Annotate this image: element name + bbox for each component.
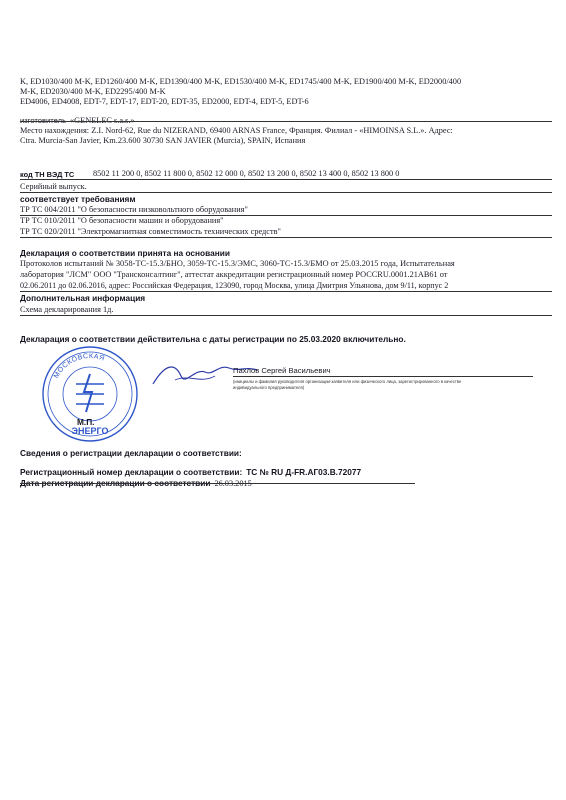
manufacturer-address-line-1: Место нахождения: Z.I. Nord-62, Rue du NIZERAND, 69400 ARNAS France, Франция. Филиал - «HIMOINSA S.L.». Адрес:	[20, 126, 453, 135]
divider	[20, 483, 415, 484]
tnved-codes: 8502 11 200 0, 8502 11 800 0, 8502 12 000 0, 8502 13 200 0, 8502 13 400 0, 8502 13 800 0	[93, 169, 400, 178]
registration-date-label: Дата регистрации декларации о соответствии	[20, 478, 211, 488]
signer-name: Пахлов Сергей Васильевич	[233, 366, 331, 375]
requirement-item: ТР ТС 010/2011 "О безопасности машин и оборудования"	[20, 216, 224, 225]
signature-line	[233, 376, 533, 377]
manufacturer-address-line-2: Ctra. Murcia-San Javier, Km.23.600 30730 SAN JAVIER (Murcia), SPAIN, Испания	[20, 136, 306, 145]
registration-heading: Сведения о регистрации декларации о соответствии:	[20, 448, 242, 458]
basis-line-3: 02.06.2011 до 02.06.2016, адрес: Российская Федерация, 123090, город Москва, улица Дмитрия Ульянова, дом 9/11, корпус 2	[20, 281, 449, 290]
stamp-top-text: МОСКОВСКАЯ	[52, 352, 106, 380]
manufacturer-label: изготовитель	[20, 116, 67, 125]
divider	[20, 315, 552, 316]
basis-heading: Декларация о соответствии принята на основании	[20, 248, 230, 258]
manufacturer-value: «GENELEC s.a.s.»	[70, 116, 135, 125]
mp-label: М.П.	[77, 417, 95, 427]
tnved-label: код ТН ВЭД ТС	[20, 170, 75, 179]
validity-statement: Декларация о соответствии действительна с даты регистрации по 25.03.2020 включительно.	[20, 334, 406, 344]
model-list-line-2: M-K, ED2030/400 M-K, ED2295/400 M-K	[20, 87, 166, 96]
registration-number-label: Регистрационный номер декларации о соответствии:	[20, 467, 243, 477]
registration-date-row	[20, 473, 252, 491]
signer-caption-line-2: индивидуального предпринимателя)	[233, 385, 305, 390]
signer-caption-line-1: (инициалы и фамилия руководителя организации-заявителя или физического лица, зарегистрированного в качестве	[233, 379, 462, 384]
divider	[20, 192, 552, 193]
divider	[20, 291, 552, 292]
additional-info-heading: Дополнительная информация	[20, 293, 146, 303]
model-list-line-3: ED4006, ED4008, EDT-7, EDT-17, EDT-20, EDT-35, ED2000, EDT-4, EDT-5, EDT-6	[20, 97, 309, 106]
stamp-brand: ЭНЕРГО	[71, 426, 109, 436]
model-list-line-1: K, ED1030/400 M-K, ED1260/400 M-K, ED1390/400 M-K, ED1530/400 M-K, ED1745/400 M-K, ED1900/400 M-K, ED2000/400	[20, 77, 462, 86]
registration-number-value: ТС № RU Д-FR.АГ03.В.72077	[246, 467, 362, 477]
registration-date-value: 26.03.2015	[214, 479, 252, 488]
model-list	[20, 77, 552, 107]
basis-line-2: лаборатория "ЛСМ" ООО "Трансконсалтинг", аттестат аккредитации регистрационный номер РОССRU.0001.21АВ61 от	[20, 270, 448, 279]
release-type: Серийный выпуск.	[20, 182, 87, 191]
divider	[20, 121, 552, 122]
requirement-item: ТР ТС 004/2011 "О безопасности низковольтного оборудования"	[20, 205, 248, 214]
requirements-heading: соответствует требованиям	[20, 194, 136, 204]
company-stamp	[40, 344, 140, 444]
basis-line-1: Протоколов испытаний № 3058-ТС-15.3/БНО, 3059-ТС-15.3/ЭМС, 3060-ТС-15.3/БМО от 25.03.2015 года, Испытательная	[20, 259, 455, 268]
divider	[20, 179, 552, 180]
requirement-item: ТР ТС 020/2011 "Электромагнитная совместимость технических средств"	[20, 227, 281, 236]
additional-info-text: Схема декларирования 1д.	[20, 305, 114, 314]
divider	[20, 237, 552, 238]
